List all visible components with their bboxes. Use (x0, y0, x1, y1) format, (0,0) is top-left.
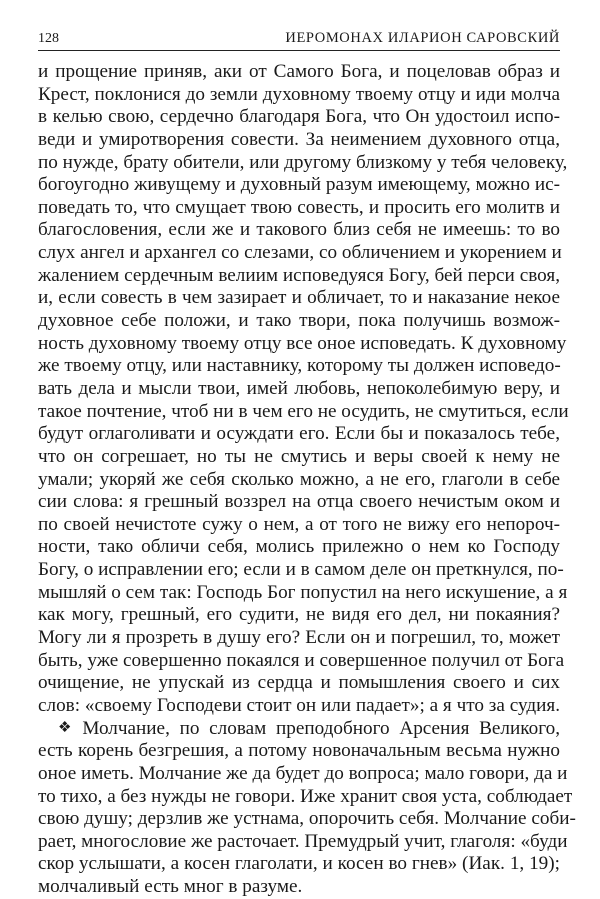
text-line: быть, уже совершенно покаялся и совершенное получил от Бога (38, 649, 565, 671)
text-line: ность духовному твоему отцу все оное исповедать. К духовному (38, 332, 567, 354)
text-line: свою душу; дерзлив же устнама, опорочить себя. Молчание соби- (38, 808, 576, 830)
text-line: вать дела и мысли твои, имей любовь, непоколебимую веру, и (38, 377, 560, 399)
text-line: молчаливый есть мног в разуме. (38, 876, 303, 898)
text-line: Молчание, по словам преподобного Арсения Великого, (82, 717, 561, 739)
text-line: по своей нечистоте сужу о нем, а от того не вижу его непороч- (38, 513, 560, 535)
text-line: духовное себе положи, и тако твори, пока получишь возмож- (38, 310, 560, 332)
text-line: в келью свою, сердечно благодаря Бога, что Он удостоил испо- (38, 106, 560, 128)
text-line: поведать то, что смущает твою совесть, и просить его молитв и (38, 196, 560, 218)
running-title: ИЕРОМОНАХ ИЛАРИОН САРОВСКИЙ (285, 30, 560, 46)
text-line: умали; укоряй же себя сколько можно, а не его, глаголи в себе (38, 468, 560, 490)
text-line: жалением сердечным велиим исповедуяся Богу, бей перси своя, (38, 264, 560, 286)
text-line: будут оглаголивати и осуждати его. Если бы и показалось тебе, (38, 423, 560, 445)
text-line: рает, многословие же расточает. Премудрый учит, глаголя: «буди (38, 830, 568, 852)
page-number: 128 (38, 31, 59, 46)
text-line: благословения, если же и такового близ себя не имеешь: то во (38, 219, 560, 241)
text-line: богоугодно живущему и духовный разум имеющему, можно ис- (38, 174, 560, 196)
page-header (38, 28, 560, 51)
text-line: очищение, не упускай из сердца и помышления своего и сих (38, 672, 560, 694)
text-line: веди и умиротворения совести. За неимением духовного отца, (38, 128, 560, 150)
text-line: такое почтение, чтоб ни в чем его не осудить, не смутиться, если (38, 400, 569, 422)
text-line: Могу ли я прозреть в душу его? Если он и погрешил, то, может (38, 627, 560, 649)
paragraph-start-line (38, 718, 560, 741)
text-line: как могу, грешный, его судити, не видя его дел, ни покаяния? (38, 604, 560, 626)
text-line: и прощение приняв, аки от Самого Бога, и поцеловав образ и (38, 61, 560, 82)
text-line: есть корень безгрешия, а потому новоначальным весьма нужно (38, 740, 560, 762)
text-line: слов: «своему Господеви стоит он или падает»; а я что за судия. (38, 694, 560, 716)
text-line: мышляй о сем так: Господь Бог попустил на него искушение, а я (38, 581, 568, 603)
body-text (38, 61, 576, 899)
ornament-bullet-icon: ❖ (58, 719, 77, 736)
text-line: сии слова: я грешный воззрел на отца своего нечистым оком и (38, 491, 560, 513)
text-line: по нужде, брату обители, или другому близкому у тебя человеку, (38, 151, 568, 173)
text-line: что он согрешает, но ты не смутись и веры своей к нему не (38, 445, 560, 467)
text-line: Крест, поклонися до земли духовному твоему отцу и иди молча (38, 83, 560, 105)
text-line: ности, тако обличи себя, молись прилежно о нем ко Господу (38, 536, 560, 558)
text-line: слух ангел и архангел со слезами, со обличением и укорением и (38, 242, 562, 264)
text-line: скор услышати, а косен глаголати, и косен во гнев» (Иак. 1, 19); (38, 853, 560, 875)
text-line: же твоему отцу, или наставнику, которому ты должен исповедо- (38, 355, 561, 377)
text-line: оное иметь. Молчание же да будет до вопроса; мало говори, да и (38, 762, 568, 784)
text-line: Богу, о исправлении его; если и в самом деле он преткнулся, по- (38, 559, 564, 581)
text-line: то тихо, а без нужды не говори. Иже хранит своя уста, соблюдает (38, 785, 573, 807)
text-line: и, если совесть в чем зазирает и обличает, то и наказание некое (38, 287, 560, 309)
